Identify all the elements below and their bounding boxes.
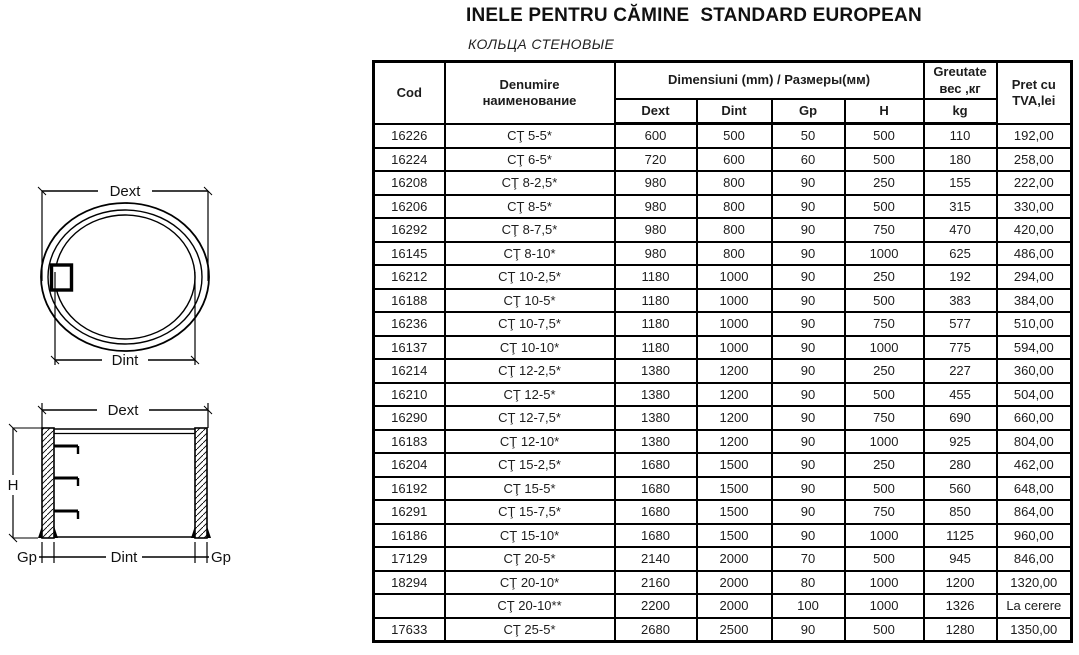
cell-cod: 18294 xyxy=(374,571,445,595)
table-row xyxy=(374,406,1072,430)
col-header-kg: kg xyxy=(924,99,997,124)
cell-dint: 600 xyxy=(697,148,772,172)
col-header-dimensions-group: Dimensiuni (mm) / Размеры(мм) xyxy=(615,62,924,100)
cell-gp: 90 xyxy=(772,406,845,430)
cell-dext: 980 xyxy=(615,195,697,219)
table-row xyxy=(374,477,1072,501)
cell-cod: 16204 xyxy=(374,453,445,477)
cell-dext: 1680 xyxy=(615,477,697,501)
cell-gp: 90 xyxy=(772,265,845,289)
cell-gp: 70 xyxy=(772,547,845,571)
col-header-h: H xyxy=(845,99,924,124)
cell-gp: 80 xyxy=(772,571,845,595)
plan-dint-label: Dint xyxy=(111,352,139,369)
cell-name: CŢ 6-5* xyxy=(445,148,615,172)
cell-h: 1000 xyxy=(845,571,924,595)
cell-name: CŢ 8-5* xyxy=(445,195,615,219)
cell-kg: 1200 xyxy=(924,571,997,595)
cell-dext: 1180 xyxy=(615,289,697,313)
section-h-label: H xyxy=(7,477,19,494)
cell-cod: 16188 xyxy=(374,289,445,313)
cell-h: 500 xyxy=(845,148,924,172)
col-header-cod: Cod xyxy=(374,62,445,124)
cell-dint: 1000 xyxy=(697,265,772,289)
table-row xyxy=(374,571,1072,595)
cell-cod: 16212 xyxy=(374,265,445,289)
cell-h: 750 xyxy=(845,218,924,242)
cell-gp: 90 xyxy=(772,430,845,454)
cell-name: CŢ 12-2,5* xyxy=(445,359,615,383)
cell-dint: 2000 xyxy=(697,547,772,571)
cell-kg: 577 xyxy=(924,312,997,336)
table-row xyxy=(374,124,1072,148)
cell-pret: 192,00 xyxy=(997,124,1072,148)
cell-dint: 2000 xyxy=(697,571,772,595)
cell-kg: 945 xyxy=(924,547,997,571)
cell-pret: 420,00 xyxy=(997,218,1072,242)
cell-dext: 720 xyxy=(615,148,697,172)
cell-gp: 90 xyxy=(772,618,845,642)
cell-dext: 980 xyxy=(615,242,697,266)
cell-dint: 1500 xyxy=(697,500,772,524)
cell-kg: 850 xyxy=(924,500,997,524)
cell-h: 1000 xyxy=(845,242,924,266)
cell-name: CŢ 15-5* xyxy=(445,477,615,501)
col-header-pret-line1: Pret cu xyxy=(1011,76,1056,92)
cell-dext: 1180 xyxy=(615,336,697,360)
cell-dext: 1180 xyxy=(615,265,697,289)
cell-cod: 16236 xyxy=(374,312,445,336)
cell-cod: 16224 xyxy=(374,148,445,172)
cell-h: 500 xyxy=(845,477,924,501)
cell-pret: 384,00 xyxy=(997,289,1072,313)
cell-name: CŢ 25-5* xyxy=(445,618,615,642)
cell-dext: 1380 xyxy=(615,406,697,430)
cell-cod: 16291 xyxy=(374,500,445,524)
cell-h: 500 xyxy=(845,383,924,407)
col-header-gp: Gp xyxy=(772,99,845,124)
cell-dint: 800 xyxy=(697,171,772,195)
cell-name: CŢ 8-2,5* xyxy=(445,171,615,195)
cell-cod: 17129 xyxy=(374,547,445,571)
cell-dint: 800 xyxy=(697,195,772,219)
cell-gp: 90 xyxy=(772,242,845,266)
col-header-greutate-ru: вес ,кг xyxy=(939,80,981,96)
cell-dext: 2140 xyxy=(615,547,697,571)
cell-dint: 1500 xyxy=(697,524,772,548)
cell-gp: 50 xyxy=(772,124,845,148)
cell-name: CŢ 5-5* xyxy=(445,124,615,148)
table-row xyxy=(374,524,1072,548)
col-header-denumire xyxy=(445,62,615,124)
cell-dint: 1200 xyxy=(697,359,772,383)
cell-name: CŢ 15-10* xyxy=(445,524,615,548)
cell-kg: 470 xyxy=(924,218,997,242)
cell-dext: 2200 xyxy=(615,594,697,618)
cell-dext: 1180 xyxy=(615,312,697,336)
section-dint-label: Dint xyxy=(110,549,138,566)
cell-cod: 16210 xyxy=(374,383,445,407)
cell-name: CŢ 15-7,5* xyxy=(445,500,615,524)
cell-cod xyxy=(374,594,445,618)
cell-cod: 16214 xyxy=(374,359,445,383)
cell-name: CŢ 8-10* xyxy=(445,242,615,266)
cell-cod: 16186 xyxy=(374,524,445,548)
cell-kg: 925 xyxy=(924,430,997,454)
cell-name: CŢ 20-5* xyxy=(445,547,615,571)
section-dext-label: Dext xyxy=(107,402,139,419)
table-row xyxy=(374,171,1072,195)
col-header-dext: Dext xyxy=(615,99,697,124)
cell-dint: 800 xyxy=(697,218,772,242)
cell-dint: 1200 xyxy=(697,406,772,430)
cell-pret: 1320,00 xyxy=(997,571,1072,595)
cell-name: CŢ 10-2,5* xyxy=(445,265,615,289)
cell-h: 250 xyxy=(845,359,924,383)
cell-gp: 60 xyxy=(772,148,845,172)
cell-dext: 1680 xyxy=(615,500,697,524)
cell-gp: 90 xyxy=(772,477,845,501)
cell-pret: 1350,00 xyxy=(997,618,1072,642)
cell-h: 1000 xyxy=(845,430,924,454)
cell-gp: 90 xyxy=(772,336,845,360)
section-view-drawing xyxy=(5,395,255,580)
cell-dext: 2160 xyxy=(615,571,697,595)
cell-kg: 383 xyxy=(924,289,997,313)
cell-pret: 258,00 xyxy=(997,148,1072,172)
cell-gp: 90 xyxy=(772,359,845,383)
table-row xyxy=(374,289,1072,313)
cell-kg: 110 xyxy=(924,124,997,148)
cell-kg: 625 xyxy=(924,242,997,266)
table-row xyxy=(374,312,1072,336)
cell-dext: 1680 xyxy=(615,524,697,548)
cell-dint: 1200 xyxy=(697,383,772,407)
cell-name: CŢ 10-7,5* xyxy=(445,312,615,336)
cell-pret: 462,00 xyxy=(997,453,1072,477)
cell-cod: 16226 xyxy=(374,124,445,148)
table-row xyxy=(374,500,1072,524)
cell-dint: 1500 xyxy=(697,477,772,501)
cell-h: 1000 xyxy=(845,594,924,618)
cell-pret: 360,00 xyxy=(997,359,1072,383)
cell-pret: 864,00 xyxy=(997,500,1072,524)
cell-h: 750 xyxy=(845,500,924,524)
plan-dext-label: Dext xyxy=(109,183,141,200)
cell-dint: 1000 xyxy=(697,336,772,360)
table-row xyxy=(374,242,1072,266)
table-row xyxy=(374,336,1072,360)
cell-pret: 846,00 xyxy=(997,547,1072,571)
price-table xyxy=(372,60,1073,643)
table-row xyxy=(374,430,1072,454)
table-row xyxy=(374,383,1072,407)
table-row xyxy=(374,594,1072,618)
cell-cod: 16292 xyxy=(374,218,445,242)
cell-kg: 192 xyxy=(924,265,997,289)
cell-cod: 16290 xyxy=(374,406,445,430)
cell-cod: 16183 xyxy=(374,430,445,454)
cell-name: CŢ 12-7,5* xyxy=(445,406,615,430)
cell-kg: 227 xyxy=(924,359,997,383)
cell-cod: 16137 xyxy=(374,336,445,360)
cell-dint: 2500 xyxy=(697,618,772,642)
cell-gp: 100 xyxy=(772,594,845,618)
cell-pret: 504,00 xyxy=(997,383,1072,407)
page-title: INELE PENTRU CĂMINE STANDARD EUROPEAN xyxy=(466,5,922,26)
cell-pret: 960,00 xyxy=(997,524,1072,548)
cell-kg: 455 xyxy=(924,383,997,407)
col-header-pret xyxy=(997,62,1072,124)
cell-cod: 16145 xyxy=(374,242,445,266)
table-row xyxy=(374,359,1072,383)
cell-cod: 17633 xyxy=(374,618,445,642)
cell-dext: 980 xyxy=(615,171,697,195)
cell-dext: 1380 xyxy=(615,359,697,383)
cell-name: CŢ 10-5* xyxy=(445,289,615,313)
cell-gp: 90 xyxy=(772,312,845,336)
cell-pret: 660,00 xyxy=(997,406,1072,430)
table-row xyxy=(374,618,1072,642)
cell-h: 250 xyxy=(845,265,924,289)
plan-view-drawing xyxy=(10,178,260,390)
cell-pret: 330,00 xyxy=(997,195,1072,219)
cell-pret: La cerere xyxy=(997,594,1072,618)
cell-pret: 222,00 xyxy=(997,171,1072,195)
cell-cod: 16192 xyxy=(374,477,445,501)
cell-h: 250 xyxy=(845,171,924,195)
cell-cod: 16206 xyxy=(374,195,445,219)
cell-kg: 315 xyxy=(924,195,997,219)
cell-dext: 2680 xyxy=(615,618,697,642)
cell-dext: 980 xyxy=(615,218,697,242)
cell-pret: 510,00 xyxy=(997,312,1072,336)
section-gp-right-label: Gp xyxy=(210,549,232,566)
cell-dint: 2000 xyxy=(697,594,772,618)
cell-h: 500 xyxy=(845,618,924,642)
cell-name: CŢ 20-10** xyxy=(445,594,615,618)
cell-dext: 600 xyxy=(615,124,697,148)
cell-gp: 90 xyxy=(772,289,845,313)
cell-pret: 648,00 xyxy=(997,477,1072,501)
cell-dext: 1680 xyxy=(615,453,697,477)
table-row xyxy=(374,453,1072,477)
cell-name: CŢ 12-5* xyxy=(445,383,615,407)
table-row xyxy=(374,148,1072,172)
col-header-denumire-ru: наименование xyxy=(482,92,577,108)
table-row xyxy=(374,195,1072,219)
cell-cod: 16208 xyxy=(374,171,445,195)
cell-gp: 90 xyxy=(772,453,845,477)
cell-h: 500 xyxy=(845,289,924,313)
cell-dext: 1380 xyxy=(615,430,697,454)
ladder-rungs xyxy=(54,446,78,519)
col-header-denumire-ro: Denumire xyxy=(499,76,560,92)
cell-kg: 280 xyxy=(924,453,997,477)
cell-kg: 180 xyxy=(924,148,997,172)
cell-gp: 90 xyxy=(772,500,845,524)
cell-dint: 1000 xyxy=(697,312,772,336)
cell-pret: 594,00 xyxy=(997,336,1072,360)
table-row xyxy=(374,265,1072,289)
cell-h: 500 xyxy=(845,547,924,571)
cell-dint: 1000 xyxy=(697,289,772,313)
cell-kg: 690 xyxy=(924,406,997,430)
cell-h: 500 xyxy=(845,195,924,219)
cell-h: 500 xyxy=(845,124,924,148)
col-header-greutate xyxy=(924,62,997,100)
cell-name: CŢ 8-7,5* xyxy=(445,218,615,242)
cell-dint: 1200 xyxy=(697,430,772,454)
cell-pret: 294,00 xyxy=(997,265,1072,289)
cell-kg: 1280 xyxy=(924,618,997,642)
cell-kg: 775 xyxy=(924,336,997,360)
page-subtitle: КОЛЬЦА СТЕНОВЫЕ xyxy=(468,36,615,52)
cell-name: CŢ 12-10* xyxy=(445,430,615,454)
cell-gp: 90 xyxy=(772,195,845,219)
table-row xyxy=(374,218,1072,242)
cell-pret: 804,00 xyxy=(997,430,1072,454)
cell-gp: 90 xyxy=(772,383,845,407)
cell-gp: 90 xyxy=(772,171,845,195)
cell-name: CŢ 20-10* xyxy=(445,571,615,595)
col-header-greutate-ro: Greutate xyxy=(933,64,987,80)
cell-pret: 486,00 xyxy=(997,242,1072,266)
cell-gp: 90 xyxy=(772,218,845,242)
cell-h: 750 xyxy=(845,406,924,430)
table-body xyxy=(374,124,1072,642)
cell-kg: 1326 xyxy=(924,594,997,618)
cell-gp: 90 xyxy=(772,524,845,548)
col-header-pret-line2: TVA,lei xyxy=(1012,92,1056,108)
cell-dint: 500 xyxy=(697,124,772,148)
cell-h: 750 xyxy=(845,312,924,336)
cell-kg: 1125 xyxy=(924,524,997,548)
cell-dint: 1500 xyxy=(697,453,772,477)
table-row xyxy=(374,547,1072,571)
section-gp-left-label: Gp xyxy=(16,549,38,566)
cell-kg: 155 xyxy=(924,171,997,195)
cell-name: CŢ 15-2,5* xyxy=(445,453,615,477)
col-header-dint: Dint xyxy=(697,99,772,124)
cell-name: CŢ 10-10* xyxy=(445,336,615,360)
cell-h: 1000 xyxy=(845,524,924,548)
cell-h: 1000 xyxy=(845,336,924,360)
cell-h: 250 xyxy=(845,453,924,477)
cell-dint: 800 xyxy=(697,242,772,266)
cell-kg: 560 xyxy=(924,477,997,501)
cell-dext: 1380 xyxy=(615,383,697,407)
